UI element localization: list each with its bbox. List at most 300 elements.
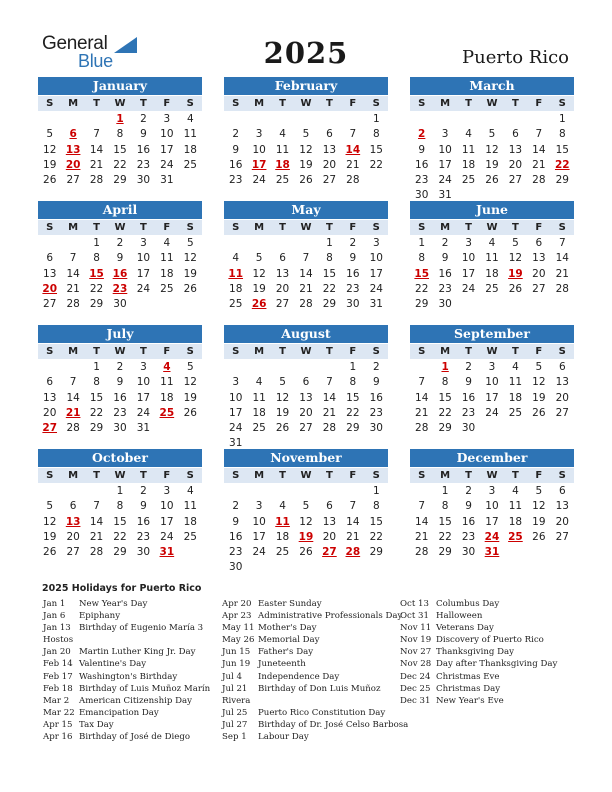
weekday-label: S bbox=[232, 470, 240, 481]
holiday-name: Tax Day bbox=[79, 719, 114, 730]
day-cell: 14 bbox=[415, 515, 429, 528]
holiday-name: Christmas Eve bbox=[436, 671, 500, 682]
day-cell: 30 bbox=[461, 422, 476, 435]
day-cell: 27 bbox=[555, 530, 569, 543]
month-header: January bbox=[38, 77, 202, 95]
day-cell: 13 bbox=[555, 376, 569, 389]
day-empty bbox=[294, 360, 317, 375]
day-cell: 11 bbox=[485, 252, 499, 265]
holiday-day-cell: 16 bbox=[112, 267, 128, 280]
day-cell: 20 bbox=[322, 530, 337, 543]
holiday-date: Apr 15 bbox=[43, 719, 73, 730]
day-grid bbox=[224, 236, 388, 312]
month-header: February bbox=[224, 77, 388, 95]
day-cell: 18 bbox=[183, 515, 197, 528]
day-cell: 15 bbox=[555, 143, 569, 156]
holiday-name: Emancipation Day bbox=[79, 707, 159, 718]
weekday-label: M bbox=[440, 346, 451, 357]
day-cell: 7 bbox=[302, 252, 310, 265]
day-cell: 14 bbox=[89, 143, 104, 156]
month-header: November bbox=[224, 449, 388, 467]
day-cell: 22 bbox=[113, 158, 127, 171]
day-cell: 1 bbox=[372, 113, 380, 125]
day-cell: 6 bbox=[69, 500, 77, 513]
day-cell: 27 bbox=[299, 422, 313, 435]
month-march bbox=[410, 77, 574, 204]
day-cell: 14 bbox=[89, 515, 104, 528]
day-grid bbox=[38, 112, 202, 188]
day-cell: 6 bbox=[279, 252, 286, 265]
day-empty bbox=[224, 236, 247, 251]
day-cell: 27 bbox=[43, 298, 57, 311]
day-cell: 4 bbox=[512, 361, 519, 373]
day-cell: 14 bbox=[66, 391, 80, 404]
holiday-date: Mar 22 bbox=[43, 707, 75, 718]
holiday-name: New Year's Eve bbox=[436, 695, 504, 706]
holiday-date: Apr 23 bbox=[222, 611, 252, 622]
holiday-day-cell: 11 bbox=[275, 515, 290, 528]
holiday-day-cell: 1 bbox=[116, 113, 124, 125]
day-cell: 14 bbox=[299, 267, 313, 280]
day-cell: 15 bbox=[322, 267, 337, 280]
day-cell: 21 bbox=[346, 530, 360, 543]
day-cell: 8 bbox=[441, 500, 449, 513]
day-cell: 28 bbox=[299, 298, 313, 311]
month-june bbox=[410, 201, 574, 312]
holiday-row bbox=[222, 634, 408, 646]
weekday-label: T bbox=[93, 470, 100, 481]
day-empty bbox=[61, 112, 84, 127]
day-cell: 7 bbox=[535, 128, 543, 141]
weekday-label: F bbox=[349, 346, 357, 357]
day-cell: 22 bbox=[438, 406, 452, 419]
weekday-label: M bbox=[254, 346, 265, 357]
day-cell: 29 bbox=[113, 174, 127, 187]
day-cell: 27 bbox=[66, 546, 80, 559]
day-cell: 11 bbox=[252, 391, 266, 404]
holiday-name: Epiphany bbox=[79, 611, 121, 622]
day-cell: 18 bbox=[508, 515, 523, 528]
day-cell: 28 bbox=[322, 422, 337, 435]
holiday-column bbox=[222, 598, 408, 743]
weekday-label: T bbox=[279, 346, 286, 357]
weekday-label: T bbox=[325, 470, 333, 481]
day-cell: 7 bbox=[418, 376, 426, 389]
day-cell: 31 bbox=[136, 422, 151, 435]
day-cell: 2 bbox=[372, 361, 380, 373]
day-cell: 19 bbox=[485, 158, 499, 171]
day-cell: 9 bbox=[140, 500, 147, 513]
day-cell: 8 bbox=[116, 500, 124, 513]
day-cell: 7 bbox=[349, 500, 357, 513]
weekday-label: M bbox=[68, 222, 79, 233]
day-empty bbox=[433, 112, 456, 127]
day-cell: 4 bbox=[186, 485, 194, 497]
day-empty bbox=[271, 112, 294, 127]
holiday-row bbox=[222, 598, 408, 610]
day-cell: 2 bbox=[465, 361, 472, 373]
weekday-label: F bbox=[535, 222, 543, 233]
day-cell: 27 bbox=[66, 174, 80, 187]
day-cell: 4 bbox=[488, 237, 496, 249]
weekday-label: W bbox=[300, 346, 312, 357]
day-cell: 19 bbox=[532, 391, 546, 404]
month-header: October bbox=[38, 449, 202, 467]
day-cell: 11 bbox=[160, 376, 174, 389]
day-cell: 10 bbox=[461, 252, 476, 265]
holiday-name: Puerto Rico Constitution Day bbox=[258, 707, 386, 718]
day-cell: 11 bbox=[160, 252, 174, 265]
month-header: July bbox=[38, 325, 202, 343]
day-cell: 11 bbox=[183, 500, 197, 513]
month-header: June bbox=[410, 201, 574, 219]
holiday-date: Nov 27 bbox=[400, 647, 432, 658]
day-cell: 31 bbox=[369, 298, 383, 311]
weekday-label: F bbox=[163, 222, 171, 233]
day-cell: 20 bbox=[299, 406, 313, 419]
day-empty bbox=[271, 484, 294, 499]
day-cell: 18 bbox=[160, 391, 174, 404]
day-cell: 16 bbox=[461, 515, 476, 528]
holiday-day-cell: 25 bbox=[508, 530, 523, 543]
day-cell: 13 bbox=[275, 267, 290, 280]
day-cell: 1 bbox=[93, 237, 100, 249]
weekday-label: F bbox=[163, 346, 171, 357]
weekday-header bbox=[224, 344, 388, 359]
day-cell: 29 bbox=[89, 298, 104, 311]
day-cell: 6 bbox=[558, 485, 566, 497]
holiday-day-cell: 15 bbox=[89, 267, 104, 280]
day-cell: 12 bbox=[43, 515, 57, 528]
weekday-header bbox=[410, 468, 574, 483]
holiday-name: Labour Day bbox=[258, 732, 309, 743]
holiday-row bbox=[400, 598, 557, 610]
holiday-row bbox=[400, 634, 557, 646]
day-cell: 26 bbox=[43, 174, 57, 187]
holiday-name: Independence Day bbox=[258, 671, 340, 682]
holiday-day-cell: 19 bbox=[298, 530, 314, 543]
day-cell: 4 bbox=[512, 485, 519, 497]
day-cell: 10 bbox=[229, 391, 243, 404]
day-cell: 28 bbox=[555, 282, 569, 295]
day-cell: 15 bbox=[369, 515, 383, 528]
weekday-header bbox=[410, 220, 574, 235]
day-cell: 30 bbox=[136, 174, 151, 187]
holiday-date: Nov 28 bbox=[400, 659, 432, 670]
day-cell: 23 bbox=[438, 282, 452, 295]
day-cell: 1 bbox=[116, 485, 124, 497]
day-cell: 2 bbox=[232, 500, 240, 513]
day-cell: 10 bbox=[136, 252, 151, 265]
weekday-label: S bbox=[372, 346, 380, 357]
day-cell: 10 bbox=[160, 500, 174, 513]
day-cell: 26 bbox=[508, 282, 523, 295]
holiday-day-cell: 1 bbox=[441, 361, 449, 373]
holiday-row bbox=[43, 622, 210, 634]
day-cell: 11 bbox=[183, 128, 197, 141]
weekday-label: T bbox=[511, 346, 519, 357]
day-cell: 12 bbox=[183, 376, 197, 389]
day-cell: 24 bbox=[136, 282, 151, 295]
day-cell: 23 bbox=[136, 158, 151, 171]
day-cell: 20 bbox=[275, 282, 290, 295]
holiday-date: Jul 4 bbox=[222, 671, 242, 682]
day-cell: 21 bbox=[555, 267, 569, 280]
day-cell: 14 bbox=[415, 391, 429, 404]
weekday-label: T bbox=[325, 98, 333, 109]
day-cell: 24 bbox=[160, 530, 174, 543]
day-cell: 2 bbox=[349, 237, 357, 249]
day-cell: 17 bbox=[229, 406, 243, 419]
holiday-date: May 26 bbox=[222, 635, 255, 646]
day-cell: 26 bbox=[183, 406, 197, 419]
day-empty bbox=[38, 112, 61, 127]
holiday-day-cell: 15 bbox=[414, 267, 430, 280]
holiday-row bbox=[222, 610, 408, 622]
month-october bbox=[38, 449, 202, 560]
day-cell: 11 bbox=[508, 500, 523, 513]
holiday-name: Birthday of José de Diego bbox=[79, 732, 191, 743]
day-cell: 3 bbox=[140, 361, 147, 373]
day-cell: 24 bbox=[252, 546, 266, 559]
weekday-label: W bbox=[300, 98, 312, 109]
holiday-day-cell: 18 bbox=[275, 158, 290, 171]
holiday-row bbox=[43, 707, 210, 719]
day-cell: 1 bbox=[372, 485, 380, 497]
weekday-label: T bbox=[465, 222, 472, 233]
day-cell: 27 bbox=[275, 298, 290, 311]
day-cell: 1 bbox=[93, 361, 100, 373]
day-cell: 25 bbox=[275, 174, 290, 187]
day-cell: 23 bbox=[369, 406, 383, 419]
day-cell: 2 bbox=[140, 485, 147, 497]
weekday-label: T bbox=[93, 222, 100, 233]
day-cell: 23 bbox=[415, 174, 429, 187]
day-empty bbox=[271, 360, 294, 375]
weekday-label: S bbox=[558, 470, 566, 481]
day-cell: 8 bbox=[441, 376, 449, 389]
day-cell: 7 bbox=[69, 376, 77, 389]
day-cell: 14 bbox=[346, 515, 360, 528]
day-cell: 17 bbox=[485, 391, 499, 404]
weekday-label: T bbox=[93, 98, 100, 109]
day-cell: 26 bbox=[183, 282, 197, 295]
weekday-header bbox=[38, 468, 202, 483]
day-cell: 13 bbox=[555, 500, 569, 513]
holiday-date: Feb 17 bbox=[43, 671, 73, 682]
day-cell: 9 bbox=[372, 376, 380, 389]
day-cell: 23 bbox=[461, 530, 476, 543]
holiday-date: Jan 6 bbox=[43, 611, 66, 622]
holiday-date: May 11 bbox=[222, 623, 255, 634]
day-empty bbox=[38, 236, 61, 251]
weekday-label: T bbox=[139, 222, 147, 233]
day-cell: 22 bbox=[438, 530, 452, 543]
day-cell: 18 bbox=[461, 158, 476, 171]
day-cell: 2 bbox=[116, 237, 124, 249]
weekday-label: T bbox=[511, 98, 519, 109]
day-cell: 5 bbox=[512, 237, 519, 249]
day-grid bbox=[224, 360, 388, 452]
day-cell: 19 bbox=[275, 406, 290, 419]
day-cell: 9 bbox=[441, 252, 449, 265]
day-cell: 22 bbox=[89, 282, 104, 295]
holiday-row bbox=[222, 695, 408, 707]
holiday-date: Nov 11 bbox=[400, 623, 432, 634]
day-empty bbox=[271, 236, 294, 251]
day-cell: 5 bbox=[186, 361, 194, 373]
holiday-day-cell: 11 bbox=[228, 267, 244, 280]
day-cell: 2 bbox=[465, 485, 472, 497]
month-november bbox=[224, 449, 388, 576]
holiday-day-cell: 31 bbox=[159, 546, 175, 559]
day-cell: 3 bbox=[255, 500, 263, 513]
weekday-label: M bbox=[440, 98, 451, 109]
day-cell: 6 bbox=[535, 237, 543, 249]
holiday-row bbox=[400, 671, 557, 683]
weekday-label: S bbox=[372, 98, 380, 109]
day-cell: 20 bbox=[555, 391, 569, 404]
logo-blue-text: Blue bbox=[78, 51, 113, 71]
holiday-day-cell: 22 bbox=[554, 158, 570, 171]
day-cell: 30 bbox=[113, 298, 127, 311]
weekday-header bbox=[38, 96, 202, 111]
month-header: March bbox=[410, 77, 574, 95]
day-cell: 8 bbox=[93, 376, 100, 389]
holiday-name: Veterans Day bbox=[436, 623, 494, 634]
holiday-name: Discovery of Puerto Rico bbox=[436, 635, 544, 646]
day-cell: 24 bbox=[229, 422, 243, 435]
weekday-label: W bbox=[486, 222, 498, 233]
day-empty bbox=[38, 360, 61, 375]
day-cell: 2 bbox=[232, 128, 240, 141]
day-cell: 18 bbox=[252, 406, 266, 419]
day-cell: 18 bbox=[508, 391, 523, 404]
day-cell: 29 bbox=[113, 546, 127, 559]
day-cell: 11 bbox=[508, 376, 523, 389]
day-cell: 12 bbox=[183, 252, 197, 265]
month-header: August bbox=[224, 325, 388, 343]
holiday-day-cell: 23 bbox=[112, 282, 128, 295]
weekday-label: W bbox=[114, 222, 126, 233]
day-cell: 16 bbox=[346, 267, 360, 280]
day-cell: 12 bbox=[532, 376, 546, 389]
holiday-row bbox=[222, 731, 408, 743]
weekday-label: S bbox=[558, 222, 566, 233]
day-cell: 10 bbox=[252, 515, 266, 528]
day-cell: 14 bbox=[322, 391, 337, 404]
day-cell: 19 bbox=[252, 282, 266, 295]
weekday-label: F bbox=[535, 98, 543, 109]
day-cell: 22 bbox=[369, 530, 383, 543]
day-cell: 17 bbox=[369, 267, 383, 280]
day-cell: 16 bbox=[415, 158, 429, 171]
weekday-label: S bbox=[418, 222, 426, 233]
day-cell: 12 bbox=[508, 252, 523, 265]
day-cell: 22 bbox=[369, 158, 383, 171]
day-empty bbox=[247, 236, 270, 251]
day-cell: 30 bbox=[136, 546, 151, 559]
holiday-date: Jan 20 bbox=[43, 647, 71, 658]
day-cell: 29 bbox=[322, 298, 337, 311]
day-cell: 23 bbox=[113, 406, 127, 419]
day-cell: 28 bbox=[66, 298, 80, 311]
day-cell: 1 bbox=[326, 237, 333, 249]
day-cell: 24 bbox=[252, 174, 266, 187]
day-cell: 21 bbox=[415, 530, 429, 543]
weekday-label: F bbox=[163, 470, 171, 481]
weekday-label: S bbox=[186, 98, 194, 109]
day-cell: 6 bbox=[326, 500, 333, 513]
day-cell: 13 bbox=[43, 267, 57, 280]
weekday-label: S bbox=[232, 222, 240, 233]
day-cell: 15 bbox=[438, 391, 452, 404]
day-cell: 10 bbox=[252, 143, 266, 156]
day-cell: 3 bbox=[372, 237, 380, 249]
holiday-row bbox=[43, 695, 210, 707]
day-cell: 21 bbox=[346, 158, 360, 171]
holidays-title: 2025 Holidays for Puerto Rico bbox=[42, 583, 202, 594]
day-cell: 10 bbox=[438, 143, 452, 156]
day-cell: 11 bbox=[275, 143, 290, 156]
page-title-year: 2025 bbox=[263, 36, 349, 70]
day-empty bbox=[224, 484, 247, 499]
weekday-label: T bbox=[279, 470, 286, 481]
holiday-row bbox=[43, 683, 210, 695]
weekday-header bbox=[38, 344, 202, 359]
weekday-label: S bbox=[186, 346, 194, 357]
holiday-date: Jul 27 bbox=[222, 719, 248, 730]
day-cell: 15 bbox=[113, 515, 127, 528]
day-empty bbox=[341, 112, 364, 127]
holiday-name: Valentine's Day bbox=[79, 659, 147, 670]
day-empty bbox=[247, 112, 270, 127]
weekday-header bbox=[410, 96, 574, 111]
weekday-label: S bbox=[46, 222, 54, 233]
month-header: December bbox=[410, 449, 574, 467]
day-cell: 28 bbox=[415, 546, 429, 559]
day-cell: 22 bbox=[113, 530, 127, 543]
holiday-day-cell: 13 bbox=[65, 515, 81, 528]
day-cell: 1 bbox=[558, 113, 566, 125]
day-cell: 31 bbox=[160, 174, 174, 187]
holiday-date: Nov 19 bbox=[400, 635, 432, 646]
holiday-date: Jul 25 bbox=[222, 707, 248, 718]
day-cell: 7 bbox=[349, 128, 357, 141]
day-cell: 12 bbox=[532, 500, 546, 513]
day-cell: 7 bbox=[93, 500, 100, 513]
weekday-label: S bbox=[372, 470, 380, 481]
month-september bbox=[410, 325, 574, 436]
day-cell: 16 bbox=[369, 391, 383, 404]
holiday-row bbox=[222, 622, 408, 634]
day-cell: 5 bbox=[302, 500, 310, 513]
day-cell: 8 bbox=[372, 128, 380, 141]
day-cell: 24 bbox=[160, 158, 174, 171]
holiday-day-cell: 13 bbox=[65, 143, 81, 156]
weekday-label: M bbox=[254, 222, 265, 233]
day-cell: 17 bbox=[136, 267, 151, 280]
day-cell: 5 bbox=[46, 500, 54, 513]
day-cell: 26 bbox=[43, 546, 57, 559]
day-cell: 7 bbox=[418, 500, 426, 513]
day-cell: 21 bbox=[322, 406, 337, 419]
day-cell: 16 bbox=[229, 530, 243, 543]
weekday-label: M bbox=[440, 222, 451, 233]
day-cell: 28 bbox=[415, 422, 429, 435]
weekday-label: M bbox=[68, 346, 79, 357]
day-cell: 3 bbox=[255, 128, 263, 141]
